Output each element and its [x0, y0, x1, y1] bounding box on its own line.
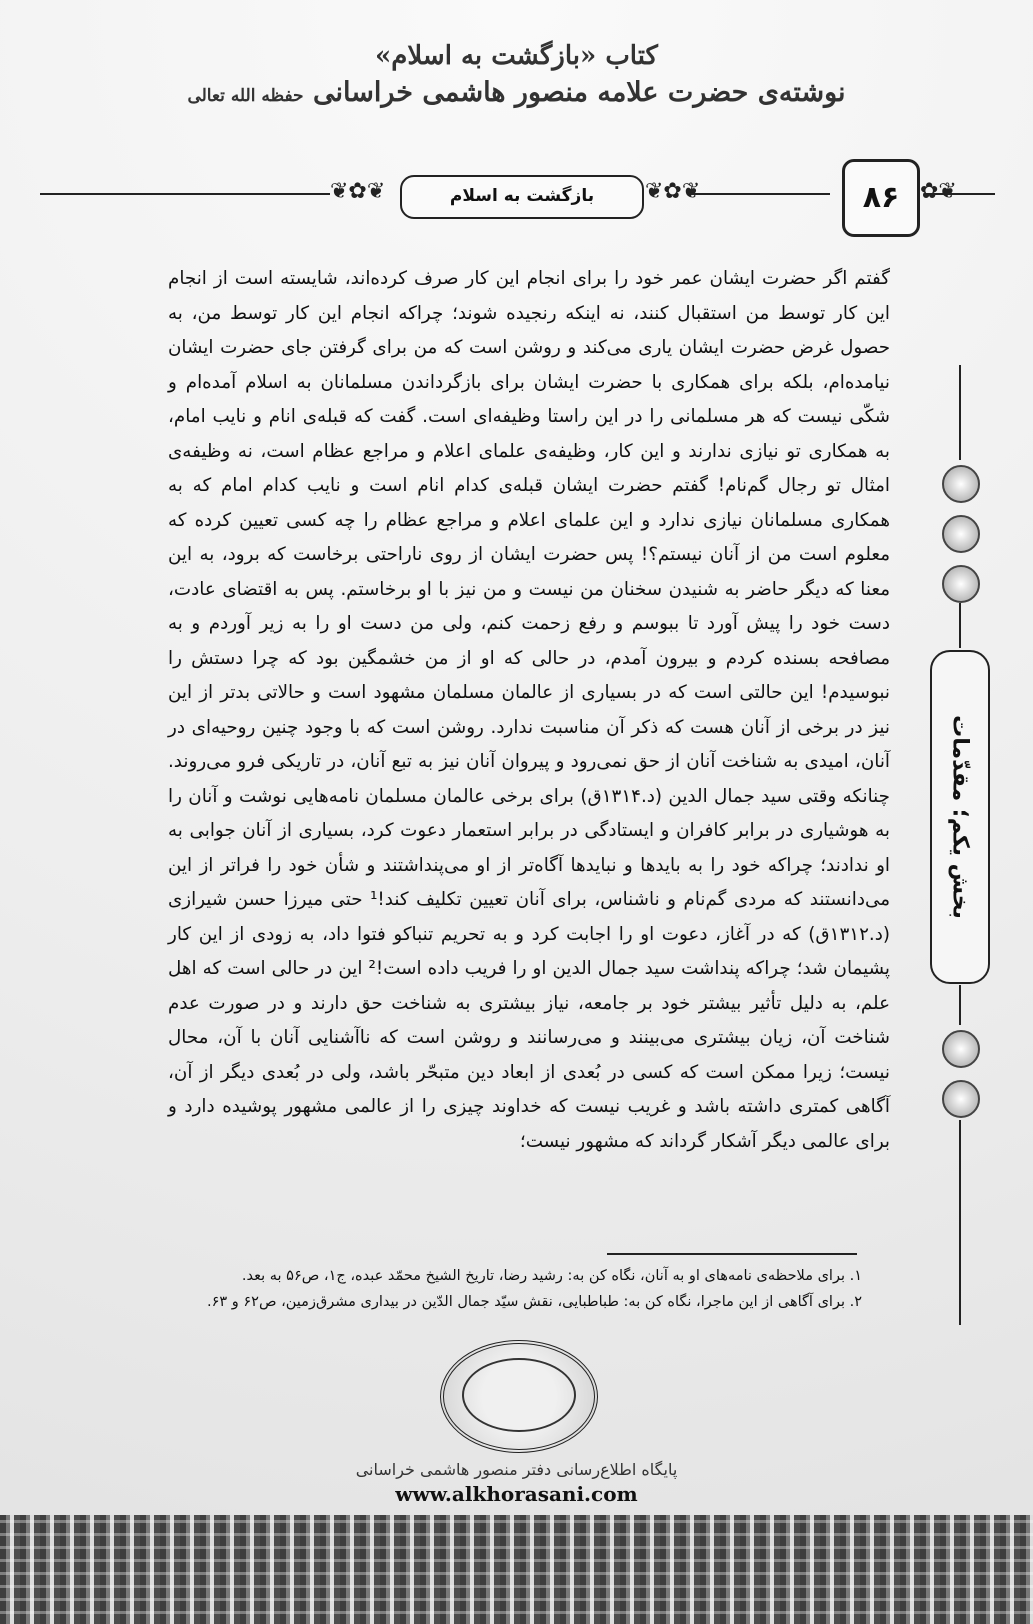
footnote-divider: [607, 1253, 857, 1255]
site-url: www.alkhorasani.com: [395, 1482, 638, 1506]
seal-inner-ring: [462, 1358, 576, 1432]
side-rule-lower: [959, 985, 961, 1025]
side-flower-icon: [942, 565, 980, 603]
author-name: نوشته‌ی حضرت علامه منصور هاشمی خراسانی: [312, 77, 846, 108]
ornament-mid-icon: ❦✿❦: [645, 179, 701, 204]
ornament-right-icon: ✿❦: [920, 179, 957, 204]
book-title: کتاب «بازگشت به اسلام»: [375, 41, 658, 71]
author-line: [0, 74, 1033, 115]
section-label: بخش یکم؛ مقدّمات: [947, 715, 973, 919]
footnotes: [140, 1263, 862, 1315]
book-title-banner: [0, 38, 1033, 115]
site-caption: پایگاه اطلاع‌رسانی دفتر منصور هاشمی خراسانی: [355, 1460, 678, 1479]
section-side-tab: [930, 365, 990, 1325]
ornament-left-icon: ❦✿❦: [330, 179, 386, 204]
author-honorific: حفظه الله تعالی: [187, 86, 304, 106]
section-label-box: [930, 650, 990, 984]
side-flower-icon: [942, 515, 980, 553]
header-rule-left: [40, 193, 330, 195]
footnote-1: ۱. برای ملاحظه‌ی نامه‌های او به آنان، نگاه کن به: رشید رضا، تاریخ الشیخ محمّد عبده، ج۱، ص۵۶ به بعد.: [241, 1268, 862, 1284]
side-rule-bottom: [959, 1120, 961, 1325]
decorative-bottom-border: [0, 1515, 1033, 1624]
body-paragraph: گفتم اگر حضرت ایشان عمر خود را برای انجام این کار صرف کرده‌اند، شایسته است از انجام این کار توسط من استقبال کنند، نه اینکه رنجیده شوند؛ چراکه انجام این کار توسط من، به حصول غرض حضرت ایشان یاری می‌کند و روشن است که من برای گرفتن جای حضرت ایشان نیامده‌ام، بلکه برای همکاری با حضرت ایشان برای بازگرداندن مسلمانان به اسلام آمده‌ام و شکّی نیست که هر مسلمانی را در این راستا وظیفه‌ای است. گفت که قبله‌ی انام و نایب امام، به همکاری تو نیازی ندارند و این کار، وظیفه‌ی علمای اعلام و مراجع عظام است، نه وظیفه‌ی امثال تو رجال گم‌نام! گفتم حضرت ایشان قبله‌ی کدام انام است و نایب کدام امام که به همکاری مسلمانان نیازی ندارد و این علمای اعلام و مراجع عظام را چه کسی تعیین کرده که معلوم است من از آنان نیستم؟! پس حضرت ایشان از روی ناراحتی برخاست که برود، به این معنا که دیگر حاضر به شنیدن سخنان من نیست و من نیز با او برخاستم. پس به اقتضای عادت، دست خود را پیش آورد تا ببوسم و رفع زحمت کنم، ولی من دست او را به زیر آوردم و به مصافحه بسنده کردم و بیرون آمدم، در حالی که او از من خشمگین بود که چرا دستش را نبوسیدم! این حالتی است که در بسیاری از عالمان مسلمان مشهود است و حالاتی بدتر از این نیز در برخی از آنان هست که ذکر آن مناسبت ندارد. روشن است که با وجود چنین روحیه‌ای در آنان، امیدی به شناخت آنان از حق نمی‌رود و پیروان آنان نیز به تبع آنان، در تاریکی فرو می‌روند. چنانکه وقتی سید جمال الدین (د.۱۳۱۴ق) برای برخی عالمان مسلمان نامه‌هایی نوشت و آنان را به هوشیاری در برابر کافران و ایستادگی در برابر استعمار دعوت کرد، بسیاری از آنان جوابی به او ندادند؛ چراکه خود را به بایدها و نبایدها آگاه‌تر از او می‌پنداشتند و شأن خود را فراتر از این می‌دانستند که مردی گم‌نام و ناشناس، برای آنان تعیین تکلیف کند!¹ حتی میرزا حسن شیرازی (د.۱۳۱۲ق) که در آغاز، دعوت او را اجابت کرد و به تحریم تنباکو فتوا داد، به زودی از این کار پشیمان شد؛ چراکه پنداشت سید جمال الدین او را فریب داده است!² این در حالی است که اهل علم، به دلیل تأثیر بیشتر خود بر جامعه، نیاز بیشتری به شناخت حق دارند و در صورت عدم شناخت آن، زیان بیشتری می‌بینند و می‌رسانند و روشن است که ناآشنایی آنان با آن، محال نیست؛ زیرا ممکن است که کسی در بُعدی از ابعاد دین متبحّر باشد، ولی در بُعدی دیگر از آن، آگاهی کمتری داشته باشد و غریب نیست که خداوند چیزی را از عالمی مشهور پوشیده دارد و برای عالمی دیگر آشکار گرداند که مشهور نیست؛: [168, 268, 891, 1152]
side-flower-icon: [942, 1080, 980, 1118]
main-text: [168, 262, 890, 1159]
footnote-2: ۲. برای آگاهی از این ماجرا، نگاه کن به: طباطبایی، نقش سیّد جمال الدّین در بیداری مشرق‌زمین، ص۶۲ و ۶۳.: [206, 1294, 862, 1310]
running-header: [0, 135, 1033, 245]
side-rule-top: [959, 365, 961, 460]
side-rule-upper: [959, 603, 961, 648]
running-header-title: بازگشت به اسلام: [400, 175, 644, 219]
header-rule-mid: [690, 193, 830, 195]
page-number: ۸۶: [842, 159, 920, 237]
side-flower-icon: [942, 465, 980, 503]
side-flower-icon: [942, 1030, 980, 1068]
seal-logo-icon: [440, 1340, 598, 1453]
